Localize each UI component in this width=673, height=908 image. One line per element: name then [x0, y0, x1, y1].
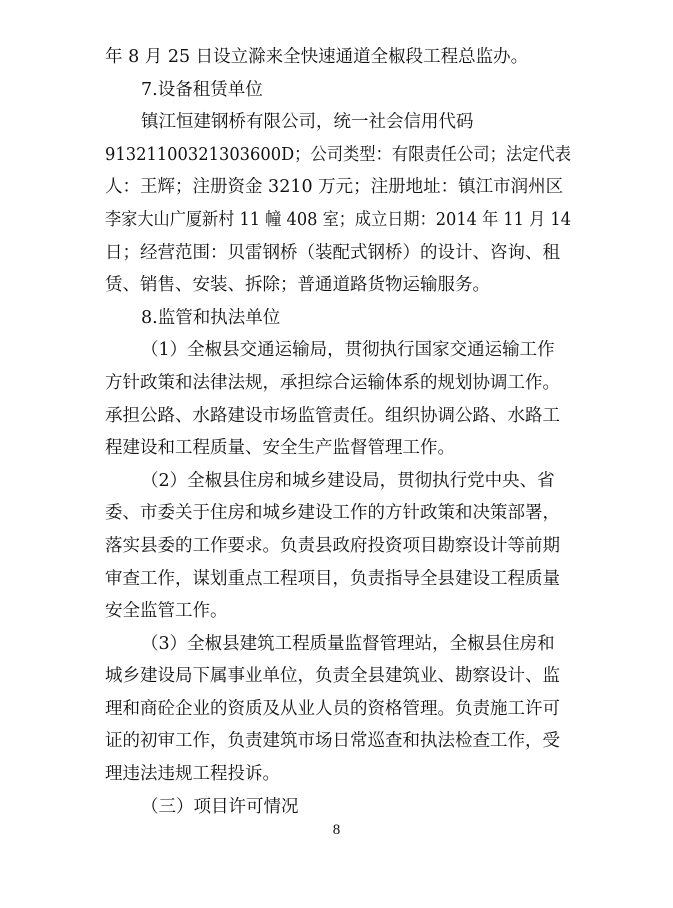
section-heading: 8.监管和执法单位 [141, 307, 281, 328]
text-line: 落实县委的工作要求。负责县政府投资项目勘察设计等前期 [105, 535, 560, 556]
text-line: 安全监管工作。 [105, 601, 228, 622]
text-line: 证的初审工作，负责建筑市场日常巡查和执法检查工作，受 [105, 731, 560, 752]
text-line: 人：王辉；注册资金 3210 万元；注册地址：镇江市润州区 [105, 177, 564, 198]
text-line: 委、市委关于住房和城乡建设工作的方针政策和决策部署， [105, 503, 560, 524]
text-line: 年 8 月 25 日设立滁来全快速通道全椒段工程总监办。 [105, 47, 529, 67]
section-heading: （三）项目许可情况 [141, 796, 299, 817]
text-line: 城乡建设局下属事业单位，负责全县建筑业、勘察设计、监 [105, 666, 560, 687]
text-line: 方针政策和法律法规，承担综合运输体系的规划协调工作。 [105, 372, 560, 393]
text-line: 程建设和工程质量、安全生产监督管理工作。 [105, 438, 455, 459]
section-heading: 7.设备租赁单位 [141, 79, 263, 100]
text-line: 李家大山广厦新村 11 幢 408 室；成立日期：2014 年 11 月 14 [105, 209, 571, 230]
text-line: 赁、销售、安装、拆除；普通道路货物运输服务。 [105, 275, 490, 296]
text-line: 91321100321303600D；公司类型：有限责任公司；法定代表 [105, 144, 571, 165]
text-line: 承担公路、水路建设市场监管责任。组织协调公路、水路工 [105, 405, 560, 426]
document-body [105, 41, 571, 823]
text-line: 审查工作，谋划重点工程项目，负责指导全县建设工程质量 [105, 568, 560, 589]
text-line: （3）全椒县建筑工程质量监督管理站，全椒县住房和 [141, 633, 555, 654]
text-line: 镇江恒建钢桥有限公司，统一社会信用代码 [141, 112, 474, 133]
text-line: 日；经营范围：贝雷钢桥（装配式钢桥）的设计、咨询、租 [105, 242, 560, 263]
text-line: 理和商砼企业的资质及从业人员的资格管理。负责施工许可 [105, 698, 560, 719]
text-line: 理违法违规工程投诉。 [105, 764, 280, 785]
text-line: （1）全椒县交通运输局，贯彻执行国家交通运输工作 [141, 340, 555, 361]
text-line: （2）全椒县住房和城乡建设局，贯彻执行党中央、省 [141, 470, 555, 491]
page-number: 8 [332, 822, 341, 838]
